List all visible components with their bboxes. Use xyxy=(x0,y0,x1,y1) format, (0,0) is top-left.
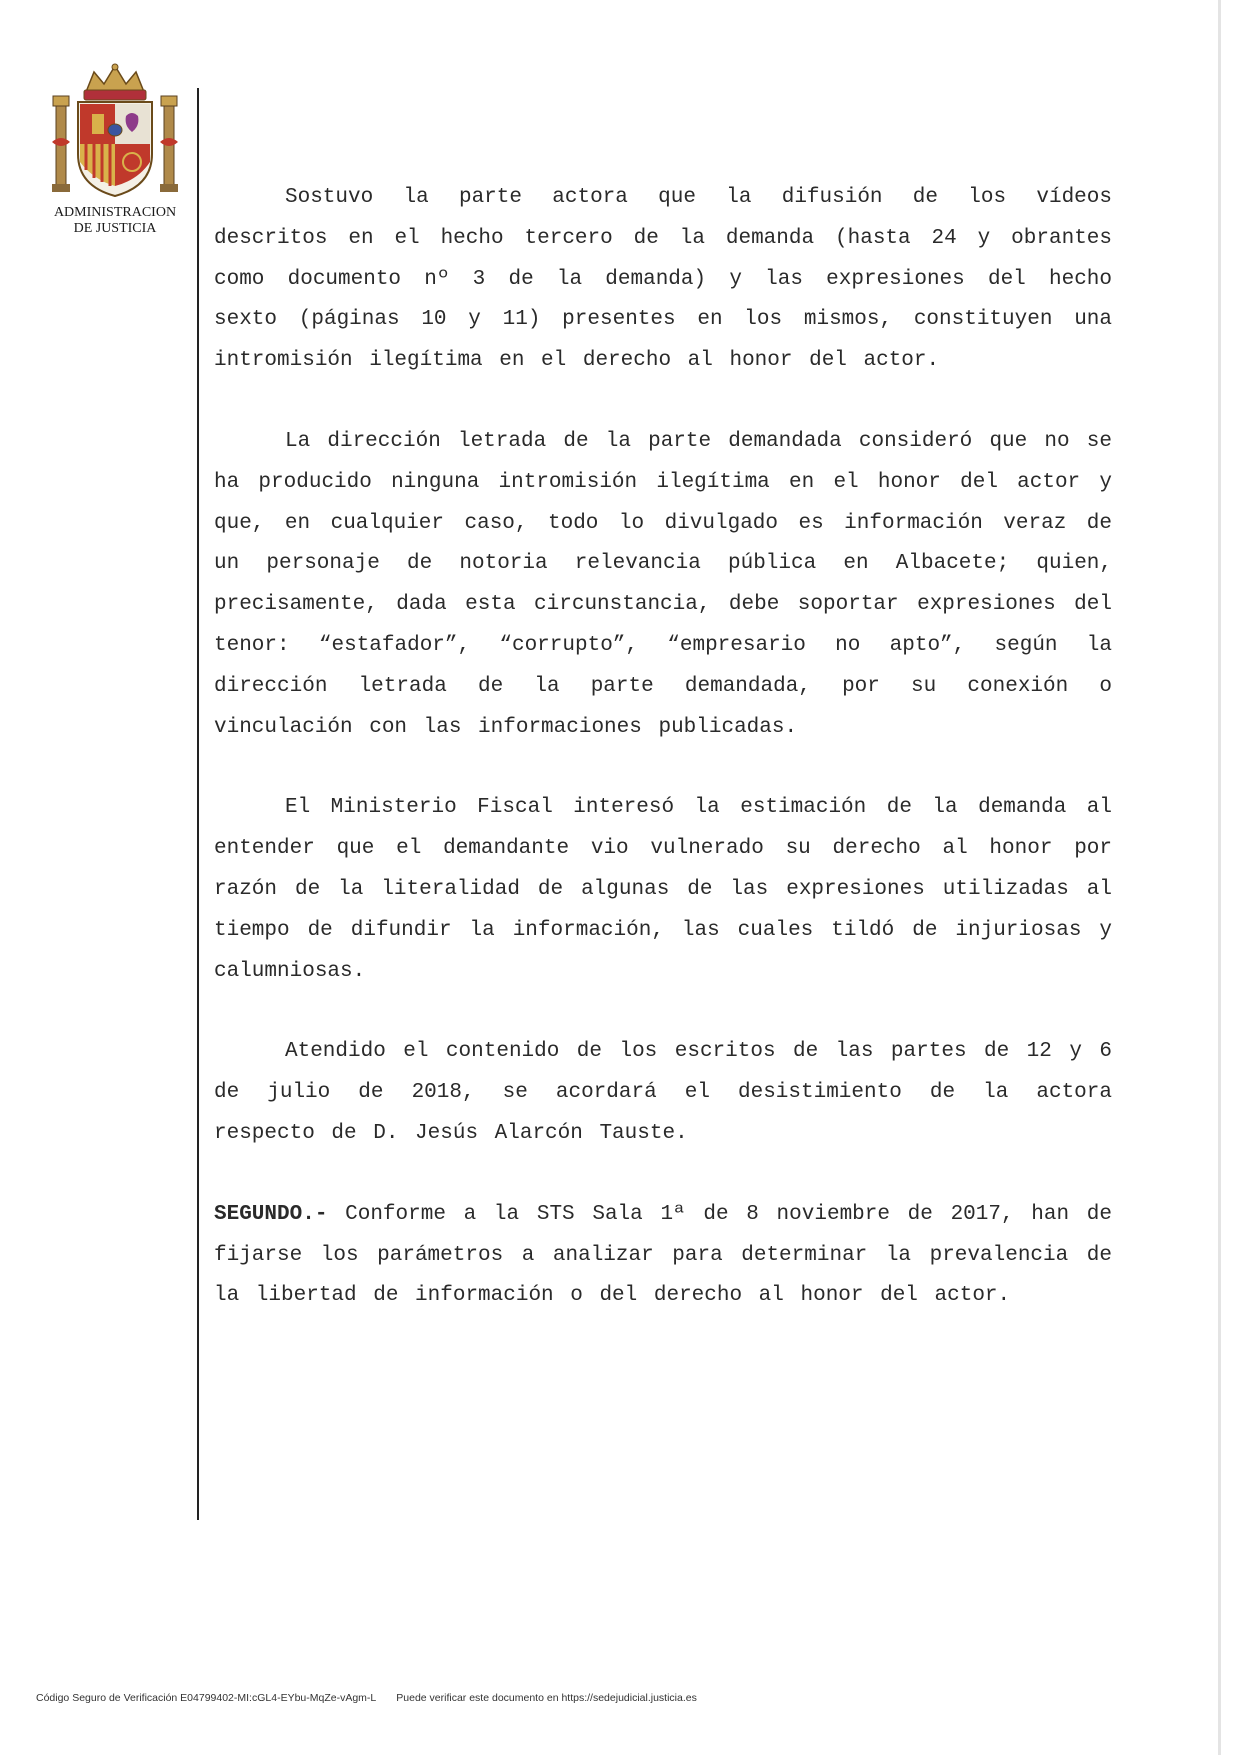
document-body xyxy=(214,178,1112,1357)
page-edge-shadow xyxy=(1218,0,1221,1755)
verification-code: Código Seguro de Verificación E04799402-MI:cGL4-EYbu-MqZe-vAgm-L xyxy=(36,1692,377,1704)
institution-line-1: ADMINISTRACION xyxy=(53,205,177,220)
paragraph: Atendido el contenido de los escritos de las partes de 12 y 6 de julio de 2018, se acordará el desistimiento de la actora respecto de D. Jesús Alarcón Tauste. xyxy=(214,1040,1112,1145)
paragraph: Sostuvo la parte actora que la difusión de los vídeos descritos en el hecho tercero de la demanda (hasta 24 y obrantes como documento nº 3 de la demanda) y las expresiones del hecho sexto (páginas 10 y 11) presentes en los mismos, constituyen una intromisión ilegítima en el derecho al honor del actor. xyxy=(214,186,1112,373)
margin-rule xyxy=(197,88,199,1520)
institution-line-2: DE JUSTICIA xyxy=(73,221,157,236)
paragraph: El Ministerio Fiscal interesó la estimación de la demanda al entender que el demandante vio vulnerado su derecho al honor por razón de la literalidad de algunas de las expresiones utilizadas al tiempo de difundir la información, las cuales tildó de injuriosas y calumniosas. xyxy=(214,796,1112,983)
section-text: Conforme a la STS Sala 1ª de 8 noviembre de 2017, han de fijarse los parámetros a analizar para determinar la prevalencia de la libertad de información o del derecho al honor del actor. xyxy=(214,1202,1112,1308)
verification-footer xyxy=(36,1692,1136,1704)
spain-coat-of-arms-icon xyxy=(48,62,182,204)
institution-name xyxy=(30,205,200,237)
paragraph: La dirección letrada de la parte demandada consideró que no se ha producido ninguna intromisión ilegítima en el honor del actor y que, en cualquier caso, todo lo divulgado es información veraz de un personaje de notoria relevancia pública en Albacete; quien, precisamente, dada esta circunstancia, debe soportar expresiones del tenor: “estafador”, “corrupto”, “empresario no apto”, según la dirección letrada de la parte demandada, por su conexión o vinculación con las informaciones publicadas. xyxy=(214,429,1112,739)
section-heading: SEGUNDO.- xyxy=(214,1202,328,1226)
verification-note: Puede verificar este documento en https://sedejudicial.justicia.es xyxy=(396,1692,697,1704)
section-paragraph xyxy=(214,1195,1112,1317)
